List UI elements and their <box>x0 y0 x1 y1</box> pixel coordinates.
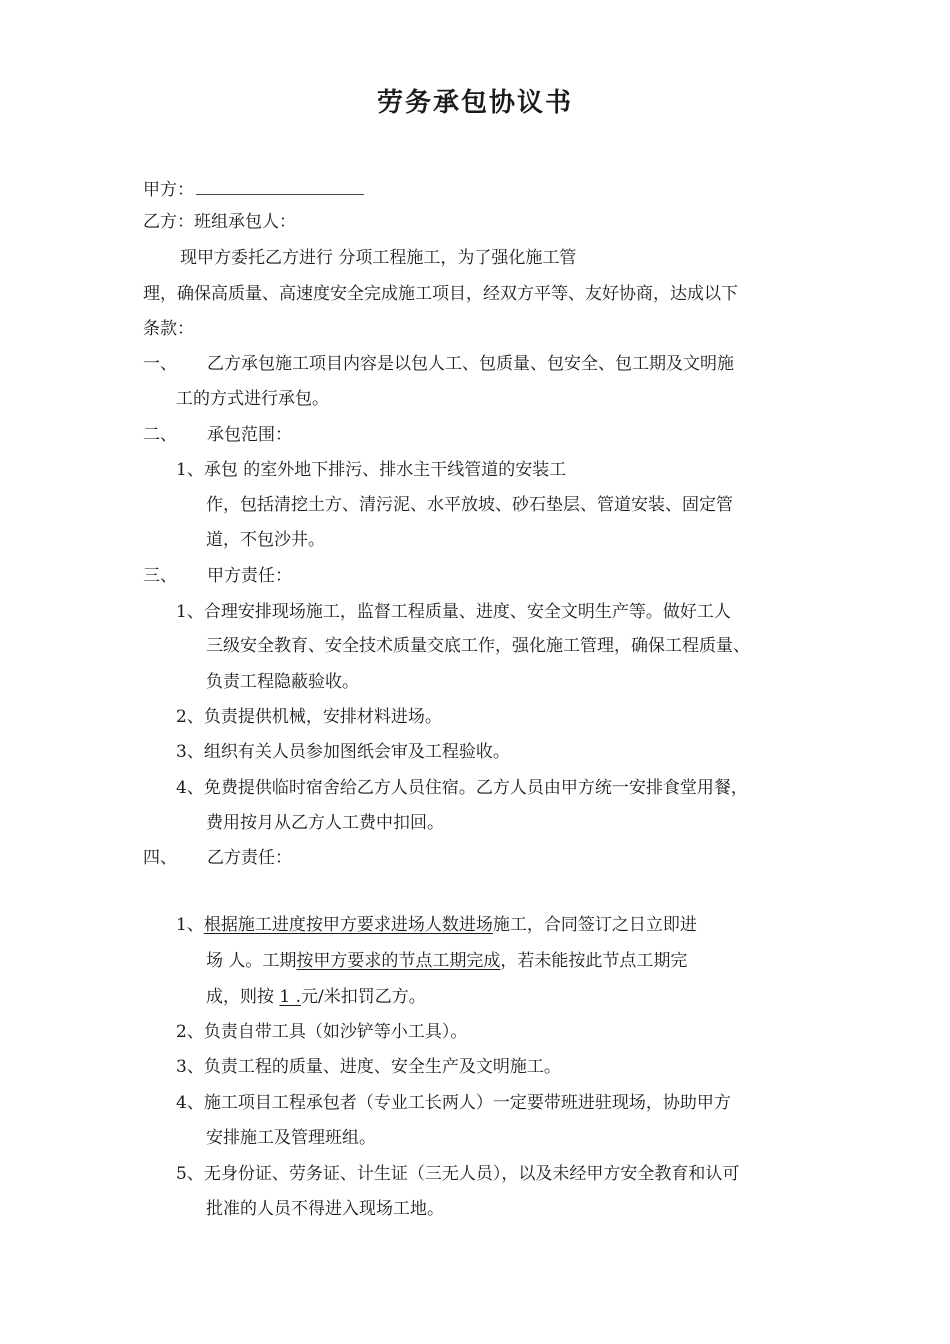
section-3-item-1-line-3: 负责工程隐蔽验收。 <box>206 672 359 692</box>
intro-line-2: 理，确保高质量、高速度安全完成施工项目，经双方平等、友好协商，达成以下 <box>143 284 738 304</box>
section-3-item-4-line-1: 4、免费提供临时宿舍给乙方人员住宿。乙方人员由甲方统一安排食堂用餐， <box>176 778 748 798</box>
section-4-item-3: 3、负责工程的质量、进度、安全生产及文明施工。 <box>176 1057 561 1077</box>
section-4-item-5-line-2: 批准的人员不得进入现场工地。 <box>206 1199 444 1219</box>
party-a-line <box>143 176 364 200</box>
section-2-title: 承包范围： <box>207 425 292 445</box>
section-3-item-3: 3、组织有关人员参加图纸会审及工程验收。 <box>176 742 510 762</box>
section-4-title: 乙方责任： <box>207 848 292 868</box>
intro-line-1: 现甲方委托乙方进行 分项工程施工，为了强化施工管 <box>180 248 577 268</box>
party-a-label: 甲方： <box>143 180 194 200</box>
section-4-item-1-number: 1、 <box>176 915 204 935</box>
section-3-heading <box>143 564 292 588</box>
document-title: 劳务承包协议书 <box>376 88 573 118</box>
section-4-item-1-text: 成，则按 <box>206 987 280 1007</box>
section-4-item-2: 2、负责自带工具（如沙铲等小工具）。 <box>176 1022 468 1042</box>
section-4-item-1-text: 施工，合同签订之日立即进 <box>492 915 697 935</box>
section-3-title: 甲方责任： <box>207 566 292 586</box>
party-a-blank <box>196 176 364 195</box>
section-4-item-1-line-1 <box>176 913 697 937</box>
section-4-item-1-line-2 <box>206 949 687 973</box>
section-1-line-2: 工的方式进行承包。 <box>176 389 329 409</box>
section-3-item-2: 2、负责提供机械，安排材料进场。 <box>176 707 442 727</box>
section-3-item-1-line-1: 1、合理安排现场施工，监督工程质量、进度、安全文明生产等。做好工人 <box>176 602 731 622</box>
section-4-item-1-text: ，若未能按此节点工期完 <box>500 951 688 971</box>
section-4-item-4-line-2: 安排施工及管理班组。 <box>206 1128 376 1148</box>
section-4-item-5-line-1: 5、无身份证、劳务证、计生证（三无人员），以及未经甲方安全教育和认可 <box>176 1164 740 1184</box>
section-1-number: 一、 <box>143 354 177 374</box>
penalty-amount: 1 . <box>279 987 302 1007</box>
section-2-item-1-line-3: 道，不包沙井。 <box>206 530 325 550</box>
section-2-heading <box>143 423 292 447</box>
party-b-line: 乙方：班组承包人： <box>143 212 296 232</box>
section-4-item-1-text: 元/米扣罚乙方。 <box>301 987 426 1007</box>
underlined-text: 根据施工进度按甲方要求进场人数进场 <box>203 915 493 935</box>
section-1-line-1 <box>143 352 734 376</box>
section-4-item-1-line-3 <box>206 985 426 1009</box>
section-3-number: 三、 <box>143 566 177 586</box>
section-4-heading <box>143 846 292 870</box>
section-4-number: 四、 <box>143 848 177 868</box>
section-3-item-1-line-2: 三级安全教育、安全技术质量交底工作，强化施工管理，确保工程质量、 <box>206 636 750 656</box>
section-1-text: 乙方承包施工项目内容是以包人工、包质量、包安全、包工期及文明施 <box>207 354 734 374</box>
section-4-item-4-line-1: 4、施工项目工程承包者（专业工长两人）一定要带班进驻现场，协助甲方 <box>176 1093 731 1113</box>
section-3-item-4-line-2: 费用按月从乙方人工费中扣回。 <box>206 813 444 833</box>
section-4-item-1-text: 场 人。工期 <box>206 951 297 971</box>
section-2-number: 二、 <box>143 425 177 445</box>
underlined-text: 按甲方要求的节点工期完成 <box>296 951 501 971</box>
intro-line-3: 条款： <box>143 319 194 339</box>
section-2-item-1-line-1: 1、承包 的室外地下排污、排水主干线管道的安装工 <box>176 460 567 480</box>
section-2-item-1-line-2: 作，包括清挖土方、清污泥、水平放坡、砂石垫层、管道安装、固定管 <box>206 495 733 515</box>
